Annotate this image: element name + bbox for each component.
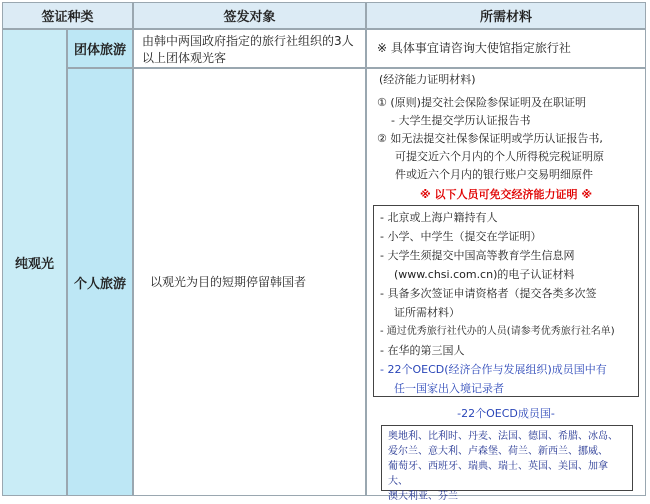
visa-type-cell: 纯观光 xyxy=(2,29,67,496)
group-tour-target-text: 由韩中两国政府指定的旅行社组织的3人以上团体观光客 xyxy=(142,34,354,65)
oecd-title: -22个OECD成员国- xyxy=(457,407,555,420)
oecd-country-line: 奥地利、比利时、丹麦、法国、德国、希腊、冰岛、 xyxy=(388,431,618,442)
individual-tour-label: 个人旅游 xyxy=(67,68,133,496)
exempt-title: ※ 以下人员可免交经济能力证明 ※ xyxy=(419,188,593,201)
econ-item-2-line1: ② 如无法提交社保参保证明或学历认证报告书, xyxy=(377,132,603,145)
oecd-country-line: 葡萄牙、西班牙、瑞典、瑞士、英国、美国、加拿大、 xyxy=(388,461,608,487)
oecd-country-line: 澳大利亚、芬兰 xyxy=(388,491,458,502)
oecd-countries-box xyxy=(381,425,633,502)
econ-item-2-line2: 可提交近六个月内的个人所得税完税证明原 xyxy=(395,150,604,163)
group-tour-materials xyxy=(366,29,646,68)
exempt-item: (www.chsi.com.cn)的电子认证材料 xyxy=(394,268,575,281)
exempt-item: - 通过优秀旅行社代办的人员(请参考优秀旅行社名单) xyxy=(380,326,615,337)
exempt-item: - 在华的第三国人 xyxy=(380,344,465,357)
econ-item-2-line3: 件或近六个月内的银行账户交易明细原件 xyxy=(395,168,593,181)
exempt-item: - 北京或上海户籍持有人 xyxy=(380,211,498,224)
exempt-item: - 小学、中学生（提交在学证明） xyxy=(380,230,542,243)
oecd-line-2: 任一国家出入境记录者 xyxy=(394,382,504,395)
econ-item-1: ① (原则)提交社会保险参保证明及在职证明 xyxy=(377,96,586,109)
exempt-item: 证所需材料） xyxy=(394,306,460,319)
group-tour-materials-text: ※ 具体事宜请咨询大使馆指定旅行社 xyxy=(377,41,571,55)
exempt-item: - 具备多次签证申请资格者（提交各类多次签 xyxy=(380,287,597,300)
individual-tour-target xyxy=(133,68,366,496)
exempt-list-box xyxy=(373,205,639,397)
header-materials: 所需材料 xyxy=(366,2,646,29)
group-tour-label: 团体旅游 xyxy=(67,29,133,68)
group-tour-target xyxy=(133,29,366,68)
econ-proof-title: (经济能力证明材料) xyxy=(379,73,476,86)
individual-tour-target-text: 以观光为目的短期停留韩国者 xyxy=(150,274,307,289)
oecd-country-line: 爱尔兰、意大利、卢森堡、荷兰、新西兰、挪威、 xyxy=(388,446,608,457)
header-category: 签证种类 xyxy=(2,2,133,29)
exempt-item: - 大学生须提交中国高等教育学生信息网 xyxy=(380,249,575,262)
header-target: 签发对象 xyxy=(133,2,366,29)
individual-tour-materials xyxy=(366,68,646,502)
oecd-line-1: - 22个OECD(经济合作与发展组织)成员国中有 xyxy=(380,363,607,376)
econ-item-1-sub: - 大学生提交学历认证报告书 xyxy=(391,114,531,127)
